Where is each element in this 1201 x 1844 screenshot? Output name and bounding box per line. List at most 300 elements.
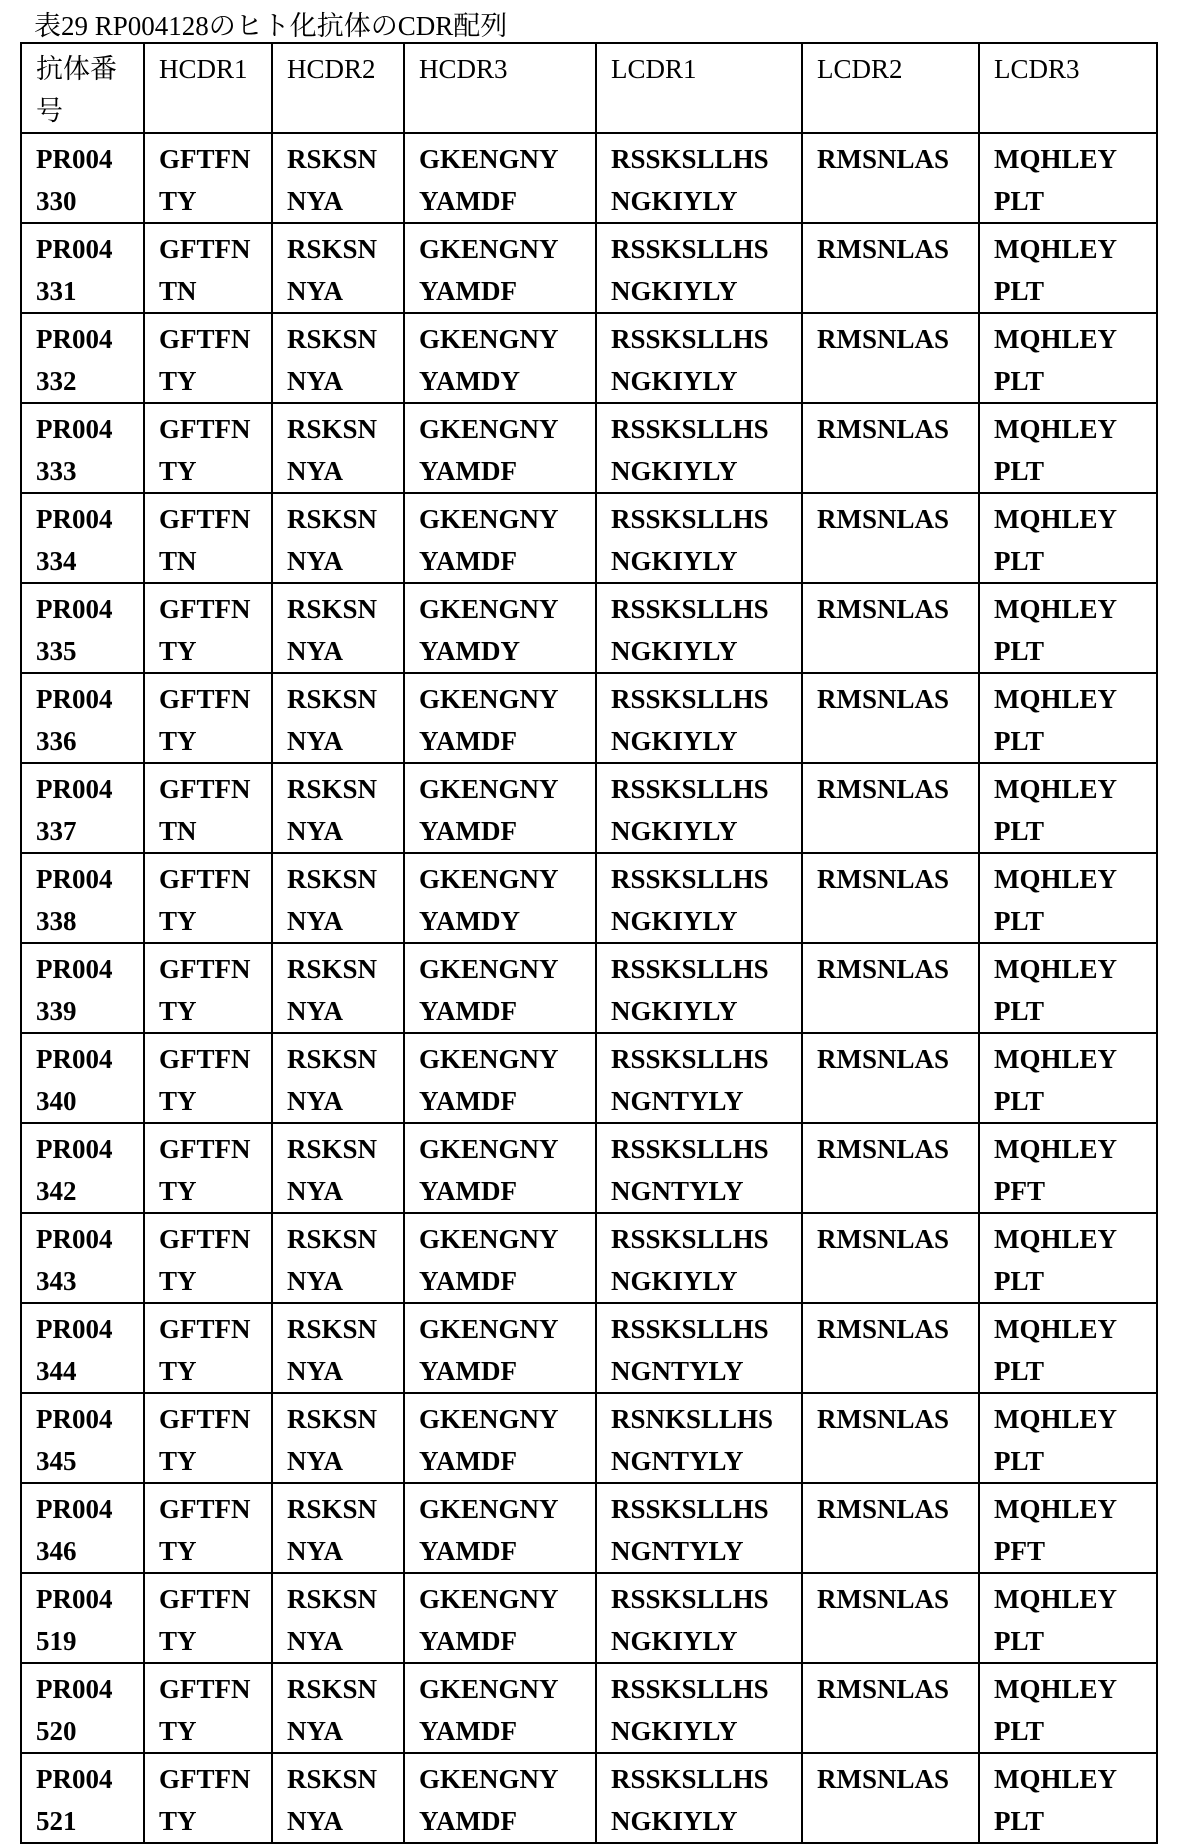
hcdr2-cell-line: RSKSN: [287, 408, 403, 450]
lcdr3-cell-line: PLT: [994, 1260, 1156, 1302]
antibody-number-cell-line: PR004: [36, 588, 143, 630]
hcdr2-cell-line: RSKSN: [287, 228, 403, 270]
lcdr2-cell: [802, 1663, 979, 1753]
lcdr1-cell: [596, 763, 802, 853]
antibody-number-cell: [21, 673, 144, 763]
lcdr3-cell-line: PLT: [994, 180, 1156, 222]
hcdr1-cell-line: GFTFN: [159, 1038, 271, 1080]
lcdr3-cell-line: MQHLEY: [994, 1758, 1156, 1800]
hcdr2-cell-line: NYA: [287, 720, 403, 762]
hcdr1-cell-line: GFTFN: [159, 1578, 271, 1620]
hcdr2-cell: [272, 1663, 404, 1753]
hcdr3-cell-line: YAMDF: [419, 1260, 595, 1302]
hcdr2-cell-line: RSKSN: [287, 498, 403, 540]
hcdr2-cell-line: NYA: [287, 900, 403, 942]
lcdr2-cell-line: RMSNLAS: [817, 228, 978, 270]
hcdr1-cell-line: TN: [159, 540, 271, 582]
lcdr2-cell-line: RMSNLAS: [817, 948, 978, 990]
lcdr2-cell-line: RMSNLAS: [817, 1308, 978, 1350]
hcdr3-cell-line: GKENGNY: [419, 1578, 595, 1620]
lcdr3-cell: [979, 1033, 1157, 1123]
lcdr1-cell: [596, 583, 802, 673]
antibody-number-cell: [21, 1573, 144, 1663]
hcdr2-cell-line: RSKSN: [287, 1128, 403, 1170]
hcdr3-cell-line: GKENGNY: [419, 138, 595, 180]
hcdr2-cell-line: NYA: [287, 1260, 403, 1302]
hcdr1-cell-line: TY: [159, 180, 271, 222]
hcdr1-cell-line: GFTFN: [159, 678, 271, 720]
lcdr1-cell-line: RSSKSLLHS: [611, 1758, 801, 1800]
hcdr1-cell: [144, 1123, 272, 1213]
lcdr1-cell-line: RSSKSLLHS: [611, 678, 801, 720]
hcdr3-cell-line: YAMDF: [419, 540, 595, 582]
hcdr3-cell-line: GKENGNY: [419, 498, 595, 540]
lcdr1-cell-line: RSSKSLLHS: [611, 408, 801, 450]
hcdr2-cell-line: NYA: [287, 1440, 403, 1482]
hcdr1-cell-line: GFTFN: [159, 1668, 271, 1710]
lcdr3-cell-line: MQHLEY: [994, 588, 1156, 630]
lcdr1-cell: [596, 1663, 802, 1753]
lcdr3-cell-line: PLT: [994, 810, 1156, 852]
hcdr1-cell-line: TY: [159, 1440, 271, 1482]
hcdr3-cell-line: YAMDY: [419, 900, 595, 942]
hcdr2-cell-line: RSKSN: [287, 768, 403, 810]
lcdr1-cell: [596, 853, 802, 943]
lcdr3-cell: [979, 313, 1157, 403]
lcdr1-cell-line: RSSKSLLHS: [611, 318, 801, 360]
antibody-number-cell: [21, 313, 144, 403]
hcdr3-cell-line: GKENGNY: [419, 588, 595, 630]
hcdr1-cell: [144, 853, 272, 943]
hcdr1-cell: [144, 1033, 272, 1123]
hcdr2-cell-line: RSKSN: [287, 1578, 403, 1620]
lcdr1-cell-line: NGNTYLY: [611, 1080, 801, 1122]
hcdr1-cell-line: TY: [159, 360, 271, 402]
lcdr2-cell: [802, 583, 979, 673]
hcdr3-cell-line: GKENGNY: [419, 1128, 595, 1170]
hcdr2-cell-line: RSKSN: [287, 1758, 403, 1800]
hcdr2-cell: [272, 763, 404, 853]
hcdr3-cell: [404, 853, 596, 943]
hcdr3-cell-line: YAMDF: [419, 180, 595, 222]
antibody-number-cell-line: PR004: [36, 1308, 143, 1350]
lcdr1-cell-line: NGKIYLY: [611, 810, 801, 852]
lcdr2-cell: [802, 403, 979, 493]
hcdr1-cell-line: TY: [159, 1620, 271, 1662]
hcdr1-cell-line: GFTFN: [159, 1488, 271, 1530]
antibody-number-cell-line: PR004: [36, 678, 143, 720]
lcdr1-cell-line: RSSKSLLHS: [611, 1038, 801, 1080]
lcdr3-cell-line: PLT: [994, 270, 1156, 312]
lcdr3-cell-line: MQHLEY: [994, 1038, 1156, 1080]
hcdr2-cell-line: NYA: [287, 810, 403, 852]
lcdr1-cell-line: RSSKSLLHS: [611, 228, 801, 270]
hcdr3-cell: [404, 943, 596, 1033]
antibody-number-cell-line: 519: [36, 1620, 143, 1662]
hcdr3-cell-line: GKENGNY: [419, 1038, 595, 1080]
antibody-number-cell: [21, 223, 144, 313]
lcdr3-cell-line: PLT: [994, 1620, 1156, 1662]
lcdr3-cell: [979, 673, 1157, 763]
hcdr1-cell: [144, 1303, 272, 1393]
antibody-number-cell-line: PR004: [36, 408, 143, 450]
hcdr3-cell-line: GKENGNY: [419, 318, 595, 360]
lcdr3-cell: [979, 763, 1157, 853]
hcdr1-cell: [144, 313, 272, 403]
hcdr2-cell: [272, 223, 404, 313]
lcdr1-cell-line: NGKIYLY: [611, 180, 801, 222]
hcdr3-cell-line: GKENGNY: [419, 678, 595, 720]
hcdr3-cell: [404, 583, 596, 673]
antibody-number-cell-line: PR004: [36, 228, 143, 270]
hcdr1-cell: [144, 583, 272, 673]
antibody-number-cell-line: 332: [36, 360, 143, 402]
antibody-number-cell: [21, 1753, 144, 1843]
hcdr2-cell-line: RSKSN: [287, 1668, 403, 1710]
hcdr3-cell: [404, 1393, 596, 1483]
hcdr1-cell-line: GFTFN: [159, 1128, 271, 1170]
lcdr3-cell-line: MQHLEY: [994, 498, 1156, 540]
hcdr3-cell-line: GKENGNY: [419, 1668, 595, 1710]
lcdr3-cell-line: MQHLEY: [994, 1668, 1156, 1710]
hcdr2-cell-line: NYA: [287, 990, 403, 1032]
hcdr2-cell-line: NYA: [287, 1800, 403, 1842]
lcdr3-cell-line: MQHLEY: [994, 1218, 1156, 1260]
lcdr1-cell-line: NGNTYLY: [611, 1440, 801, 1482]
antibody-number-cell-line: PR004: [36, 858, 143, 900]
antibody-number-cell: [21, 133, 144, 223]
lcdr3-cell-line: MQHLEY: [994, 138, 1156, 180]
table-row: [21, 673, 1157, 763]
antibody-number-cell: [21, 763, 144, 853]
antibody-number-cell-line: 334: [36, 540, 143, 582]
lcdr1-cell-line: RSSKSLLHS: [611, 948, 801, 990]
hcdr3-cell-line: GKENGNY: [419, 948, 595, 990]
lcdr1-cell-line: NGNTYLY: [611, 1530, 801, 1572]
hcdr1-cell-line: GFTFN: [159, 138, 271, 180]
lcdr2-cell-line: RMSNLAS: [817, 498, 978, 540]
hcdr2-cell-line: RSKSN: [287, 1218, 403, 1260]
lcdr1-cell: [596, 1303, 802, 1393]
lcdr1-cell-line: NGKIYLY: [611, 1710, 801, 1752]
lcdr1-cell: [596, 1753, 802, 1843]
lcdr3-cell: [979, 853, 1157, 943]
lcdr3-cell-line: PLT: [994, 1350, 1156, 1392]
lcdr3-cell-line: MQHLEY: [994, 1488, 1156, 1530]
lcdr3-cell: [979, 133, 1157, 223]
table-row: [21, 853, 1157, 943]
hcdr3-cell-line: GKENGNY: [419, 1758, 595, 1800]
lcdr1-cell-line: NGKIYLY: [611, 450, 801, 492]
table-row: [21, 943, 1157, 1033]
hcdr1-cell-line: TN: [159, 810, 271, 852]
lcdr1-cell: [596, 403, 802, 493]
lcdr2-cell: [802, 763, 979, 853]
lcdr1-cell-line: RSSKSLLHS: [611, 1128, 801, 1170]
hcdr3-cell-line: YAMDF: [419, 1350, 595, 1392]
lcdr2-cell: [802, 1393, 979, 1483]
table-row: [21, 223, 1157, 313]
lcdr3-cell: [979, 1123, 1157, 1213]
lcdr2-cell-line: RMSNLAS: [817, 678, 978, 720]
lcdr1-cell-line: RSSKSLLHS: [611, 768, 801, 810]
lcdr1-cell-line: RSSKSLLHS: [611, 1668, 801, 1710]
hcdr1-cell: [144, 1573, 272, 1663]
hcdr1-cell-line: TY: [159, 1170, 271, 1212]
lcdr1-cell: [596, 223, 802, 313]
hcdr2-cell: [272, 1483, 404, 1573]
hcdr1-cell-line: TY: [159, 1530, 271, 1572]
hcdr1-cell: [144, 1393, 272, 1483]
lcdr1-cell-line: RSSKSLLHS: [611, 1578, 801, 1620]
lcdr1-cell-line: RSSKSLLHS: [611, 1218, 801, 1260]
hcdr2-cell-line: NYA: [287, 270, 403, 312]
hcdr1-cell-line: GFTFN: [159, 1398, 271, 1440]
lcdr3-cell-line: PLT: [994, 450, 1156, 492]
antibody-number-cell: [21, 493, 144, 583]
antibody-number-cell-line: 330: [36, 180, 143, 222]
hcdr3-cell: [404, 1663, 596, 1753]
hcdr2-cell-line: NYA: [287, 1620, 403, 1662]
hcdr1-cell-line: TY: [159, 990, 271, 1032]
hcdr2-cell-line: RSKSN: [287, 138, 403, 180]
antibody-number-cell: [21, 1393, 144, 1483]
antibody-number-cell: [21, 1033, 144, 1123]
lcdr3-cell-line: PLT: [994, 1440, 1156, 1482]
hcdr3-cell-line: YAMDF: [419, 270, 595, 312]
antibody-number-cell-line: 333: [36, 450, 143, 492]
lcdr3-cell-line: MQHLEY: [994, 1128, 1156, 1170]
lcdr1-cell: [596, 1483, 802, 1573]
lcdr3-cell: [979, 1663, 1157, 1753]
hcdr2-cell-line: NYA: [287, 540, 403, 582]
hcdr3-cell-line: YAMDF: [419, 720, 595, 762]
hcdr1-cell: [144, 763, 272, 853]
hcdr2-cell-line: RSKSN: [287, 318, 403, 360]
hcdr1-cell: [144, 1663, 272, 1753]
lcdr1-cell-line: RSSKSLLHS: [611, 1488, 801, 1530]
antibody-number-cell-line: PR004: [36, 318, 143, 360]
hcdr1-cell-line: TY: [159, 1710, 271, 1752]
hcdr3-cell-line: GKENGNY: [419, 1308, 595, 1350]
hcdr1-cell: [144, 493, 272, 583]
lcdr3-cell-line: MQHLEY: [994, 318, 1156, 360]
lcdr2-cell-line: RMSNLAS: [817, 858, 978, 900]
lcdr1-cell: [596, 1033, 802, 1123]
lcdr2-cell: [802, 223, 979, 313]
hcdr2-cell-line: NYA: [287, 630, 403, 672]
hcdr3-cell: [404, 1033, 596, 1123]
lcdr3-cell: [979, 1573, 1157, 1663]
lcdr3-cell-line: PLT: [994, 900, 1156, 942]
hcdr1-cell: [144, 1483, 272, 1573]
hcdr3-cell: [404, 1753, 596, 1843]
antibody-number-cell-line: PR004: [36, 1218, 143, 1260]
hcdr3-cell-line: YAMDY: [419, 630, 595, 672]
hcdr3-cell: [404, 1213, 596, 1303]
lcdr3-cell: [979, 1393, 1157, 1483]
hcdr3-cell-line: GKENGNY: [419, 1218, 595, 1260]
lcdr3-cell-line: MQHLEY: [994, 948, 1156, 990]
lcdr1-cell-line: NGKIYLY: [611, 990, 801, 1032]
antibody-number-cell-line: PR004: [36, 1128, 143, 1170]
lcdr3-cell: [979, 493, 1157, 583]
antibody-number-cell-line: PR004: [36, 1038, 143, 1080]
lcdr3-cell-line: PLT: [994, 1080, 1156, 1122]
antibody-number-cell: [21, 853, 144, 943]
lcdr2-cell: [802, 1303, 979, 1393]
lcdr2-cell-line: RMSNLAS: [817, 768, 978, 810]
hcdr1-cell: [144, 943, 272, 1033]
hcdr3-cell-line: YAMDF: [419, 1080, 595, 1122]
hcdr1-cell-line: GFTFN: [159, 1218, 271, 1260]
lcdr3-cell-line: PLT: [994, 360, 1156, 402]
lcdr2-cell: [802, 1573, 979, 1663]
lcdr3-cell-line: MQHLEY: [994, 1398, 1156, 1440]
antibody-number-cell-line: PR004: [36, 1398, 143, 1440]
lcdr2-cell-line: RMSNLAS: [817, 1488, 978, 1530]
table-row: [21, 1663, 1157, 1753]
antibody-number-cell-line: PR004: [36, 768, 143, 810]
hcdr3-cell-line: YAMDF: [419, 1620, 595, 1662]
table-row: [21, 1213, 1157, 1303]
antibody-number-cell: [21, 583, 144, 673]
antibody-number-cell-line: 335: [36, 630, 143, 672]
hcdr2-cell-line: RSKSN: [287, 678, 403, 720]
lcdr2-cell-line: RMSNLAS: [817, 1578, 978, 1620]
hcdr1-cell: [144, 223, 272, 313]
lcdr1-cell-line: NGNTYLY: [611, 1350, 801, 1392]
hcdr1-cell-line: GFTFN: [159, 1308, 271, 1350]
header-row: [21, 43, 1157, 133]
lcdr2-cell-line: RMSNLAS: [817, 1398, 978, 1440]
hcdr3-cell: [404, 763, 596, 853]
hcdr3-cell-line: YAMDF: [419, 450, 595, 492]
hcdr2-cell: [272, 493, 404, 583]
table-title: 表29 RP004128のヒト化抗体のCDR配列: [34, 4, 507, 43]
lcdr2-cell: [802, 1123, 979, 1213]
hcdr2-cell: [272, 1573, 404, 1663]
antibody-number-cell-line: 345: [36, 1440, 143, 1482]
header-lcdr2: LCDR2: [802, 43, 979, 133]
hcdr1-cell-line: TY: [159, 1260, 271, 1302]
lcdr2-cell-line: RMSNLAS: [817, 318, 978, 360]
antibody-number-cell: [21, 403, 144, 493]
lcdr3-cell-line: PFT: [994, 1170, 1156, 1212]
lcdr3-cell: [979, 1303, 1157, 1393]
hcdr1-cell-line: GFTFN: [159, 858, 271, 900]
hcdr3-cell: [404, 223, 596, 313]
header-lcdr3: LCDR3: [979, 43, 1157, 133]
lcdr2-cell: [802, 1033, 979, 1123]
lcdr3-cell-line: PFT: [994, 1530, 1156, 1572]
header-hcdr2: HCDR2: [272, 43, 404, 133]
lcdr1-cell-line: NGNTYLY: [611, 1170, 801, 1212]
lcdr1-cell-line: NGKIYLY: [611, 900, 801, 942]
lcdr1-cell: [596, 943, 802, 1033]
hcdr1-cell-line: TY: [159, 630, 271, 672]
antibody-number-cell-line: 331: [36, 270, 143, 312]
hcdr2-cell: [272, 1303, 404, 1393]
hcdr3-cell: [404, 673, 596, 763]
hcdr1-cell-line: GFTFN: [159, 768, 271, 810]
hcdr3-cell: [404, 493, 596, 583]
lcdr1-cell: [596, 1123, 802, 1213]
hcdr1-cell-line: GFTFN: [159, 588, 271, 630]
hcdr3-cell: [404, 1573, 596, 1663]
lcdr2-cell: [802, 493, 979, 583]
lcdr2-cell-line: RMSNLAS: [817, 1218, 978, 1260]
hcdr1-cell: [144, 403, 272, 493]
lcdr1-cell: [596, 133, 802, 223]
lcdr3-cell-line: MQHLEY: [994, 858, 1156, 900]
lcdr2-cell-line: RMSNLAS: [817, 1758, 978, 1800]
table-row: [21, 133, 1157, 223]
antibody-number-cell-line: 346: [36, 1530, 143, 1572]
hcdr1-cell-line: TY: [159, 1800, 271, 1842]
lcdr3-cell-line: MQHLEY: [994, 408, 1156, 450]
table-row: [21, 403, 1157, 493]
lcdr1-cell: [596, 493, 802, 583]
hcdr2-cell: [272, 1213, 404, 1303]
table-row: [21, 1753, 1157, 1843]
lcdr3-cell-line: PLT: [994, 1710, 1156, 1752]
hcdr3-cell-line: GKENGNY: [419, 1488, 595, 1530]
lcdr3-cell: [979, 1753, 1157, 1843]
antibody-number-cell-line: PR004: [36, 498, 143, 540]
hcdr2-cell: [272, 853, 404, 943]
lcdr1-cell-line: NGKIYLY: [611, 630, 801, 672]
hcdr2-cell: [272, 673, 404, 763]
antibody-number-cell-line: 344: [36, 1350, 143, 1392]
antibody-number-cell-line: 520: [36, 1710, 143, 1752]
lcdr1-cell-line: RSSKSLLHS: [611, 138, 801, 180]
lcdr2-cell-line: RMSNLAS: [817, 588, 978, 630]
lcdr1-cell-line: NGKIYLY: [611, 720, 801, 762]
cdr-sequence-table: [20, 42, 1158, 1844]
hcdr2-cell-line: NYA: [287, 1710, 403, 1752]
lcdr3-cell: [979, 1213, 1157, 1303]
hcdr1-cell-line: TN: [159, 270, 271, 312]
antibody-number-cell: [21, 1663, 144, 1753]
hcdr3-cell: [404, 313, 596, 403]
table-row: [21, 1123, 1157, 1213]
hcdr1-cell: [144, 1213, 272, 1303]
hcdr2-cell-line: RSKSN: [287, 1488, 403, 1530]
lcdr2-cell: [802, 313, 979, 403]
hcdr1-cell-line: GFTFN: [159, 498, 271, 540]
lcdr3-cell-line: PLT: [994, 720, 1156, 762]
antibody-number-cell-line: PR004: [36, 1578, 143, 1620]
lcdr3-cell-line: PLT: [994, 990, 1156, 1032]
header-hcdr1: HCDR1: [144, 43, 272, 133]
lcdr2-cell: [802, 943, 979, 1033]
table-row: [21, 763, 1157, 853]
hcdr2-cell: [272, 943, 404, 1033]
antibody-number-cell-line: 338: [36, 900, 143, 942]
header-hcdr3: HCDR3: [404, 43, 596, 133]
lcdr1-cell: [596, 1573, 802, 1663]
lcdr3-cell-line: MQHLEY: [994, 228, 1156, 270]
hcdr2-cell-line: NYA: [287, 1350, 403, 1392]
hcdr3-cell-line: YAMDF: [419, 1800, 595, 1842]
lcdr1-cell-line: NGKIYLY: [611, 360, 801, 402]
hcdr3-cell-line: GKENGNY: [419, 408, 595, 450]
lcdr3-cell-line: MQHLEY: [994, 678, 1156, 720]
hcdr3-cell: [404, 403, 596, 493]
hcdr2-cell-line: RSKSN: [287, 588, 403, 630]
hcdr2-cell-line: RSKSN: [287, 948, 403, 990]
